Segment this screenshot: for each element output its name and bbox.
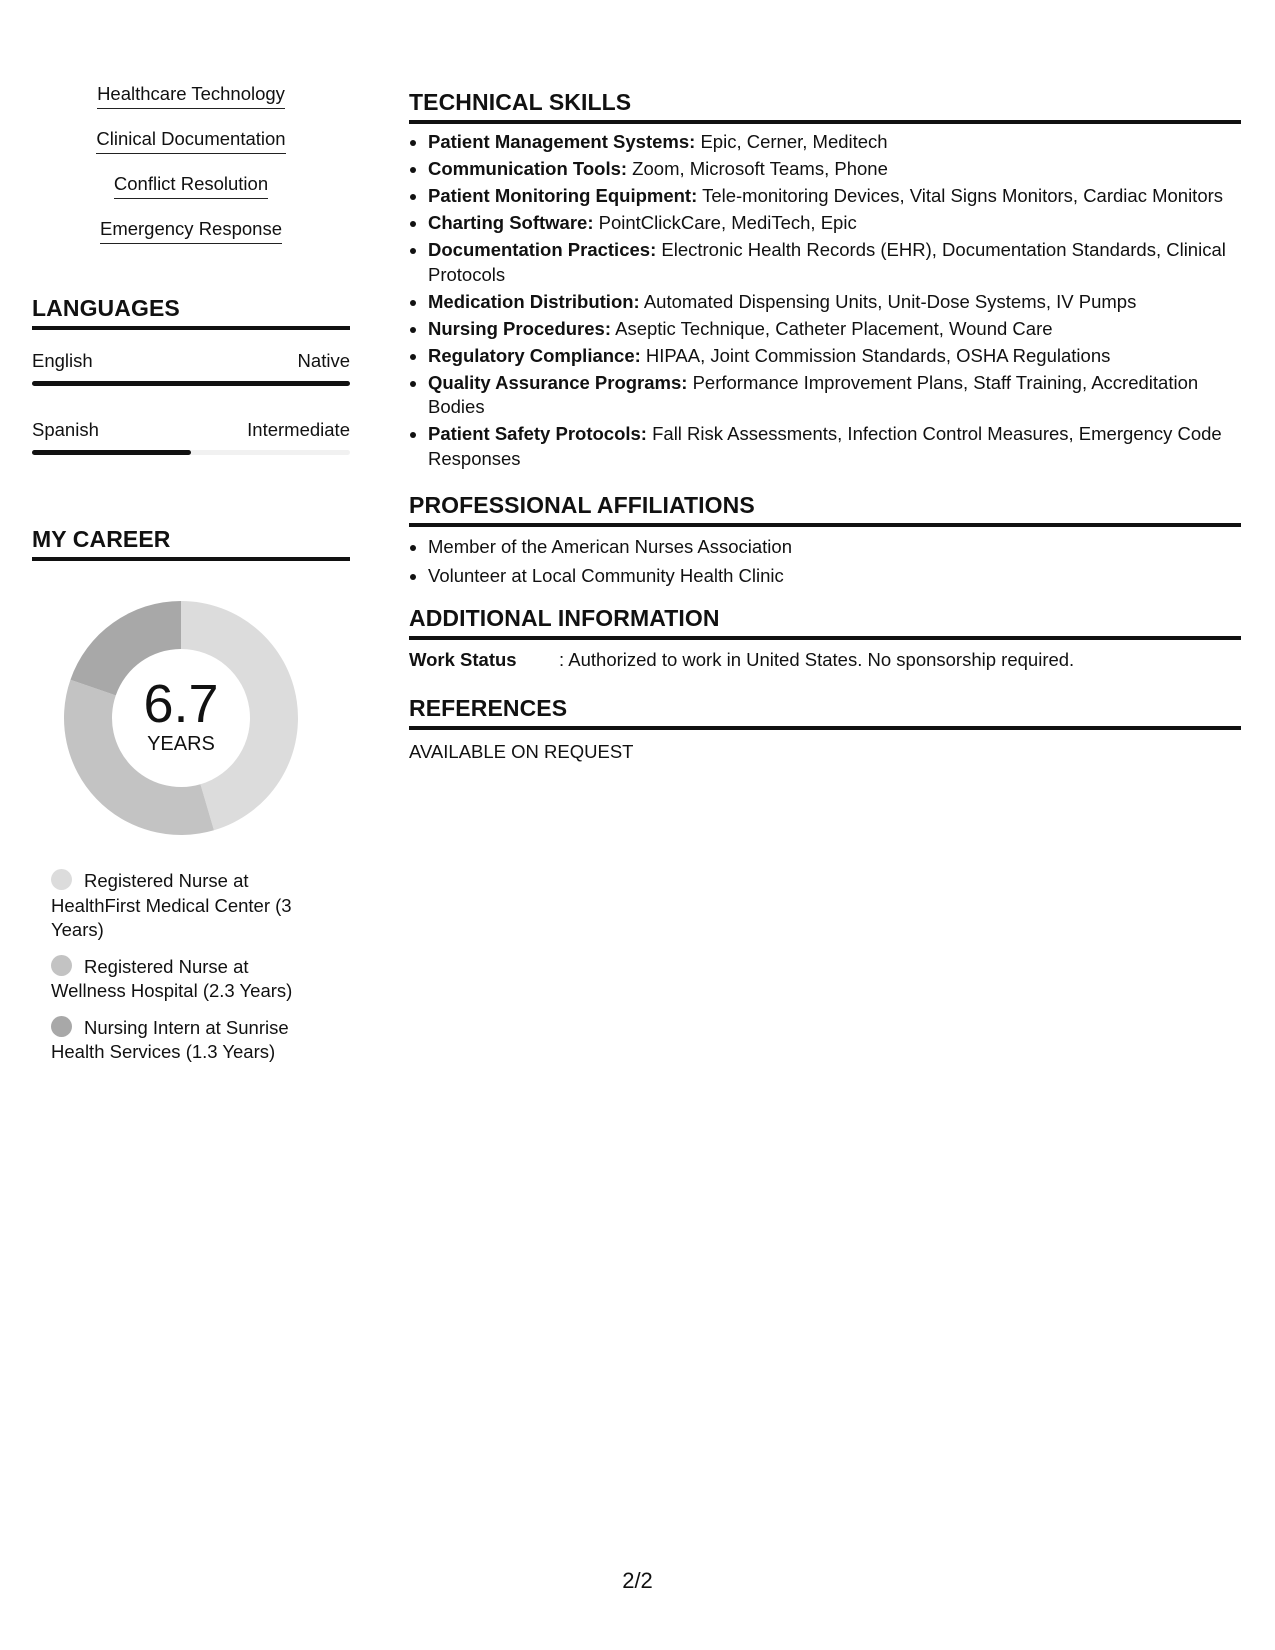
list-item: • Patient Monitoring Equipment: Tele-monitoring Devices, Vital Signs Monitors, Cardiac Monitors xyxy=(428,184,1241,209)
language-level: Intermediate xyxy=(247,419,350,440)
list-item: • Communication Tools: Zoom, Microsoft Teams, Phone xyxy=(428,157,1241,182)
technical-skills-title: TECHNICAL SKILLS xyxy=(409,88,1241,124)
list-item: • Volunteer at Local Community Health Clinic xyxy=(428,564,1241,588)
language-level: Native xyxy=(297,350,350,371)
list-item: • Patient Safety Protocols: Fall Risk Assessments, Infection Control Measures, Emergency Code Responses xyxy=(428,422,1241,471)
list-item: • Quality Assurance Programs: Performance Improvement Plans, Staff Training, Accreditation Bodies xyxy=(428,371,1241,420)
career-donut xyxy=(56,593,306,843)
skill-tag: Healthcare Technology xyxy=(97,82,285,109)
list-item: • Patient Management Systems: Epic, Cerner, Meditech xyxy=(428,130,1241,155)
additional-info-title: ADDITIONAL INFORMATION xyxy=(409,604,1241,640)
legend-dot xyxy=(51,1016,72,1037)
references-text: AVAILABLE ON REQUEST xyxy=(409,741,634,762)
legend-item xyxy=(51,869,311,943)
language-item xyxy=(32,419,350,455)
affiliations-title: PROFESSIONAL AFFILIATIONS xyxy=(409,491,1241,527)
languages-title: LANGUAGES xyxy=(32,294,350,330)
language-bar xyxy=(32,450,350,455)
left-column xyxy=(32,82,350,1077)
legend-label: Nursing Intern at Sunrise Health Services (1.3 Years) xyxy=(51,1016,289,1062)
skill-tags xyxy=(32,82,350,262)
references-section xyxy=(409,694,1241,764)
affiliations-section xyxy=(409,491,1241,588)
list-item: • Documentation Practices: Electronic Health Records (EHR), Documentation Standards, Clinical Protocols xyxy=(428,238,1241,287)
work-status-label: Work Status xyxy=(409,649,517,670)
donut-center xyxy=(56,593,306,843)
page-number: 2/2 xyxy=(622,1568,653,1593)
work-status-row xyxy=(409,648,1241,672)
affiliations-list xyxy=(409,535,1241,588)
technical-skills-list xyxy=(409,130,1241,471)
languages-section xyxy=(32,294,350,455)
career-section xyxy=(32,525,350,1065)
references-title: REFERENCES xyxy=(409,694,1241,730)
right-column xyxy=(409,88,1241,764)
career-total-unit: YEARS xyxy=(147,733,215,755)
technical-skills-section xyxy=(409,88,1241,471)
legend-dot xyxy=(51,869,72,890)
legend-item xyxy=(51,955,311,1004)
skill-tag: Conflict Resolution xyxy=(114,172,268,199)
list-item: • Charting Software: PointClickCare, MediTech, Epic xyxy=(428,211,1241,236)
legend-label: Registered Nurse at Wellness Hospital (2.3 Years) xyxy=(51,955,293,1001)
skill-tag: Emergency Response xyxy=(100,217,282,244)
language-item xyxy=(32,350,350,386)
language-bar xyxy=(32,381,350,386)
career-title: MY CAREER xyxy=(32,525,350,561)
work-status-value: : Authorized to work in United States. No sponsorship required. xyxy=(559,649,1075,670)
language-bar-fill xyxy=(32,450,191,455)
list-item: • Regulatory Compliance: HIPAA, Joint Commission Standards, OSHA Regulations xyxy=(428,344,1241,369)
language-name: English xyxy=(32,350,93,371)
language-name: Spanish xyxy=(32,419,99,440)
skill-tag: Clinical Documentation xyxy=(96,127,285,154)
language-bar-fill xyxy=(32,381,350,386)
list-item: • Nursing Procedures: Aseptic Technique, Catheter Placement, Wound Care xyxy=(428,317,1241,342)
legend-label: Registered Nurse at HealthFirst Medical Center (3 Years) xyxy=(51,870,292,940)
additional-info-section xyxy=(409,604,1241,672)
career-total-years: 6.7 xyxy=(143,674,219,734)
career-legend xyxy=(51,869,311,1065)
list-item: • Medication Distribution: Automated Dispensing Units, Unit-Dose Systems, IV Pumps xyxy=(428,290,1241,315)
legend-dot xyxy=(51,955,72,976)
legend-item xyxy=(51,1016,311,1065)
list-item: • Member of the American Nurses Association xyxy=(428,535,1241,559)
